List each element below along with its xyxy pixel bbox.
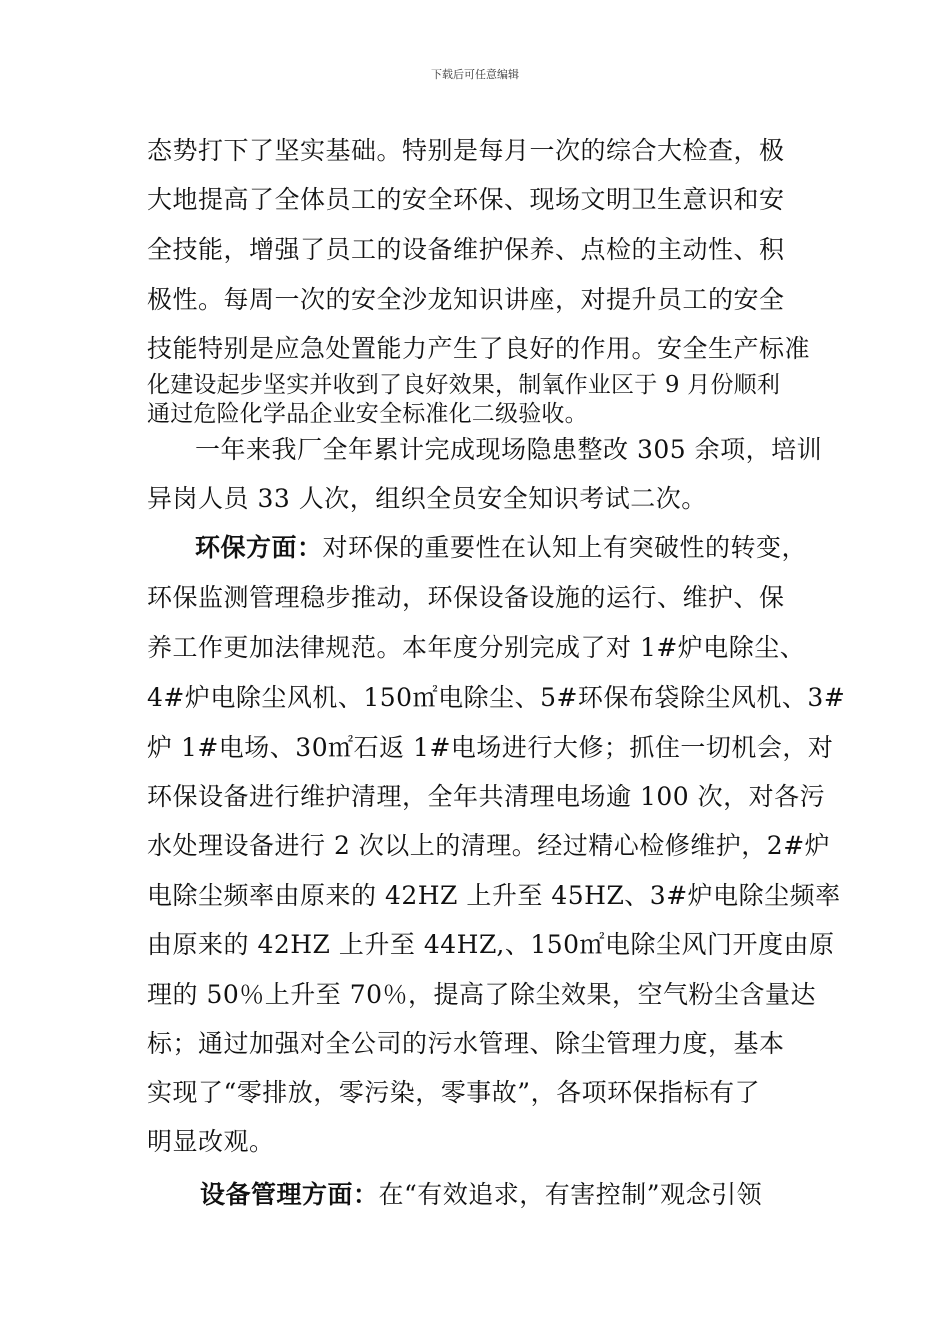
text-line: 环保设备进行维护清理，全年共清理电场逾 100 次，对各污 [147, 782, 826, 811]
text-line: 理的 50％上升至 70％，提高了除尘效果，空气粉尘含量达 [147, 980, 817, 1009]
equip-paragraph-start [200, 1180, 880, 1210]
text-line: 化建设起步坚实并收到了良好效果，制氧作业区于 9 月份顺利 [147, 372, 781, 398]
text-line: 态势打下了坚实基础。特别是每月一次的综合大检查，极 [147, 136, 785, 165]
text-line: 全技能，增强了员工的设备维护保养、点检的主动性、积 [147, 235, 785, 264]
text-line: 技能特别是应急处置能力产生了良好的作用。安全生产标准 [147, 334, 811, 363]
text-line: 大地提高了全体员工的安全环保、现场文明卫生意识和安 [147, 185, 785, 214]
text-line: 在“有效追求，有害控制”观念引领 [378, 1180, 763, 1209]
text-line: 对环保的重要性在认知上有突破性的转变， [322, 533, 808, 562]
text-line: 极性。每周一次的安全沙龙知识讲座，对提升员工的安全 [147, 285, 785, 314]
text-line: 明显改观。 [147, 1127, 275, 1156]
env-heading: 环保方面： [195, 533, 323, 562]
text-line: 水处理设备进行 2 次以上的清理。经过精心检修维护，2#炉 [147, 831, 831, 860]
page-header: 下载后可任意编辑 [431, 68, 519, 81]
text-line: 异岗人员 33 人次，组织全员安全知识考试二次。 [147, 484, 707, 513]
text-line: 由原来的 42HZ 上升至 44HZ,、150㎡电除尘风门开度由原 [147, 930, 835, 959]
text-line: 实现了“零排放，零污染，零事故”，各项环保指标有了 [147, 1078, 761, 1107]
text-line: 标；通过加强对全公司的污水管理、除尘管理力度，基本 [147, 1029, 785, 1058]
text-line: 电除尘频率由原来的 42HZ 上升至 45HZ、3#炉电除尘频率 [147, 881, 841, 910]
text-line: 4#炉电除尘风机、150㎡电除尘、5#环保布袋除尘风机、3# [147, 683, 846, 712]
equip-heading: 设备管理方面： [200, 1180, 379, 1209]
text-line: 一年来我厂全年累计完成现场隐患整改 305 余项，培训 [195, 435, 823, 464]
text-line: 通过危险化学品企业安全标准化二级验收。 [147, 401, 588, 427]
env-paragraph-start [195, 533, 875, 563]
text-line: 环保监测管理稳步推动，环保设备设施的运行、维护、保 [147, 583, 785, 612]
text-line: 养工作更加法律规范。本年度分别完成了对 1#炉电除尘、 [147, 633, 806, 662]
text-line: 炉 1#电场、30㎡石返 1#电场进行大修；抓住一切机会，对 [147, 733, 834, 762]
